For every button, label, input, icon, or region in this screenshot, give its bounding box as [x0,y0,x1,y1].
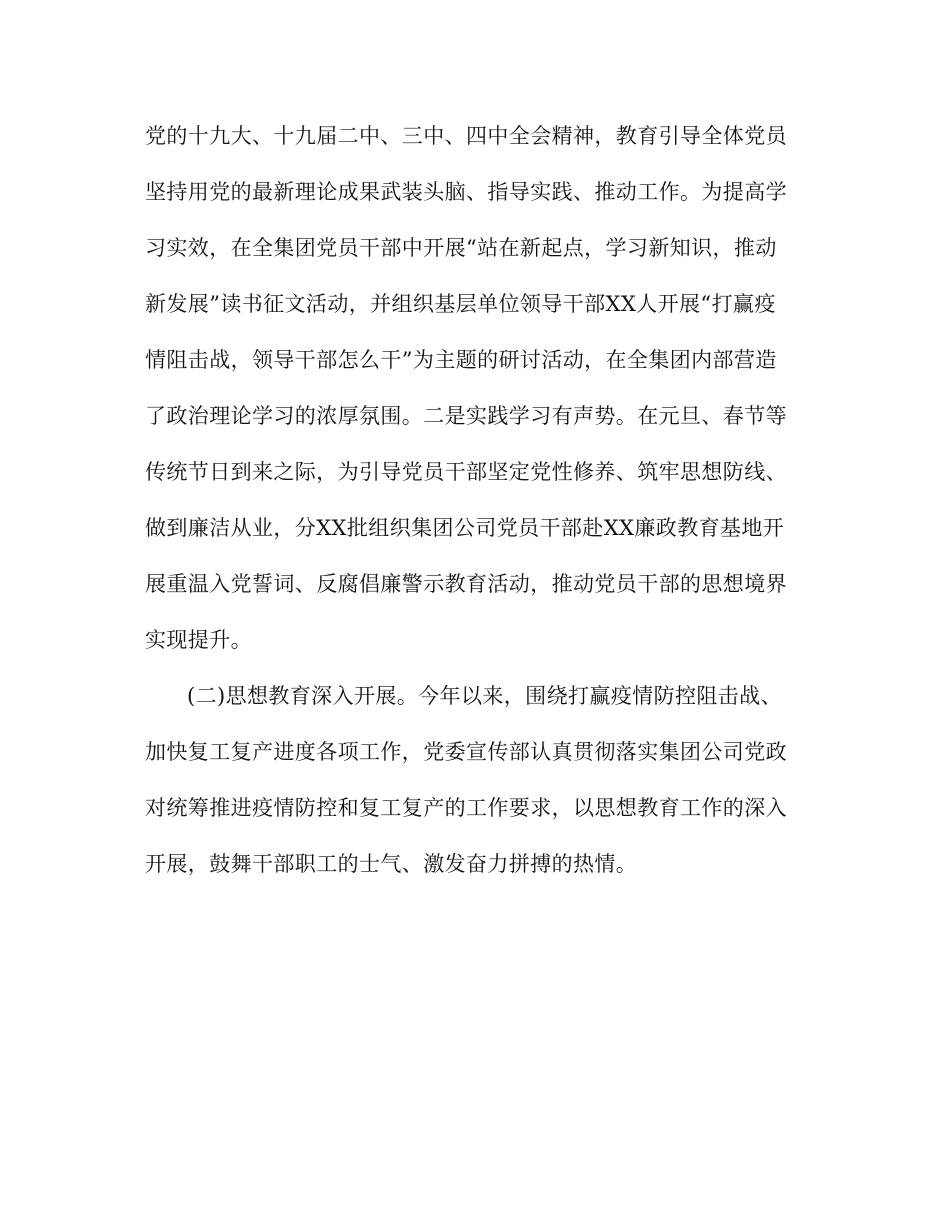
text-line: 习实效，在全集团党员干部中开展“站在新起点，学习新知识，推动 [145,236,777,260]
text-line: 坚持用党的最新理论成果武装头脑、指导实践、推动工作。为提高学 [145,180,787,204]
text-line: 开展，鼓舞干部职工的士气、激发奋力拼搏的热情。 [145,852,638,876]
text-line: 实现提升。 [145,628,252,652]
text-line: 传统节日到来之际，为引导党员干部坚定党性修养、筑牢思想防线、 [145,460,787,484]
text-line: 了政治理论学习的浓厚氛围。二是实践学习有声势。在元旦、春节等 [145,404,787,428]
text-line: 新发展”读书征文活动，并组织基层单位领导干部XX人开展“打赢疫 [145,292,776,316]
section-heading-line: (二)思想教育深入开展。今年以来，围绕打赢疫情防控阻击战、 [187,684,782,708]
text-line: 做到廉洁从业，分XX批组织集团公司党员干部赴XX廉政教育基地开 [145,516,785,540]
body-text [145,122,810,906]
text-line: 党的十九大、十九届二中、三中、四中全会精神，教育引导全体党员 [145,124,787,148]
text-line: 加快复工复产进度各项工作，党委宣传部认真贯彻落实集团公司党政 [145,740,787,764]
text-line: 情阻击战，领导干部怎么干”为主题的研讨活动，在全集团内部营造 [145,348,777,372]
text-line: 展重温入党誓词、反腐倡廉警示教育活动，推动党员干部的思想境界 [145,572,787,596]
text-line: 对统筹推进疫情防控和复工复产的工作要求，以思想教育工作的深入 [145,796,787,820]
